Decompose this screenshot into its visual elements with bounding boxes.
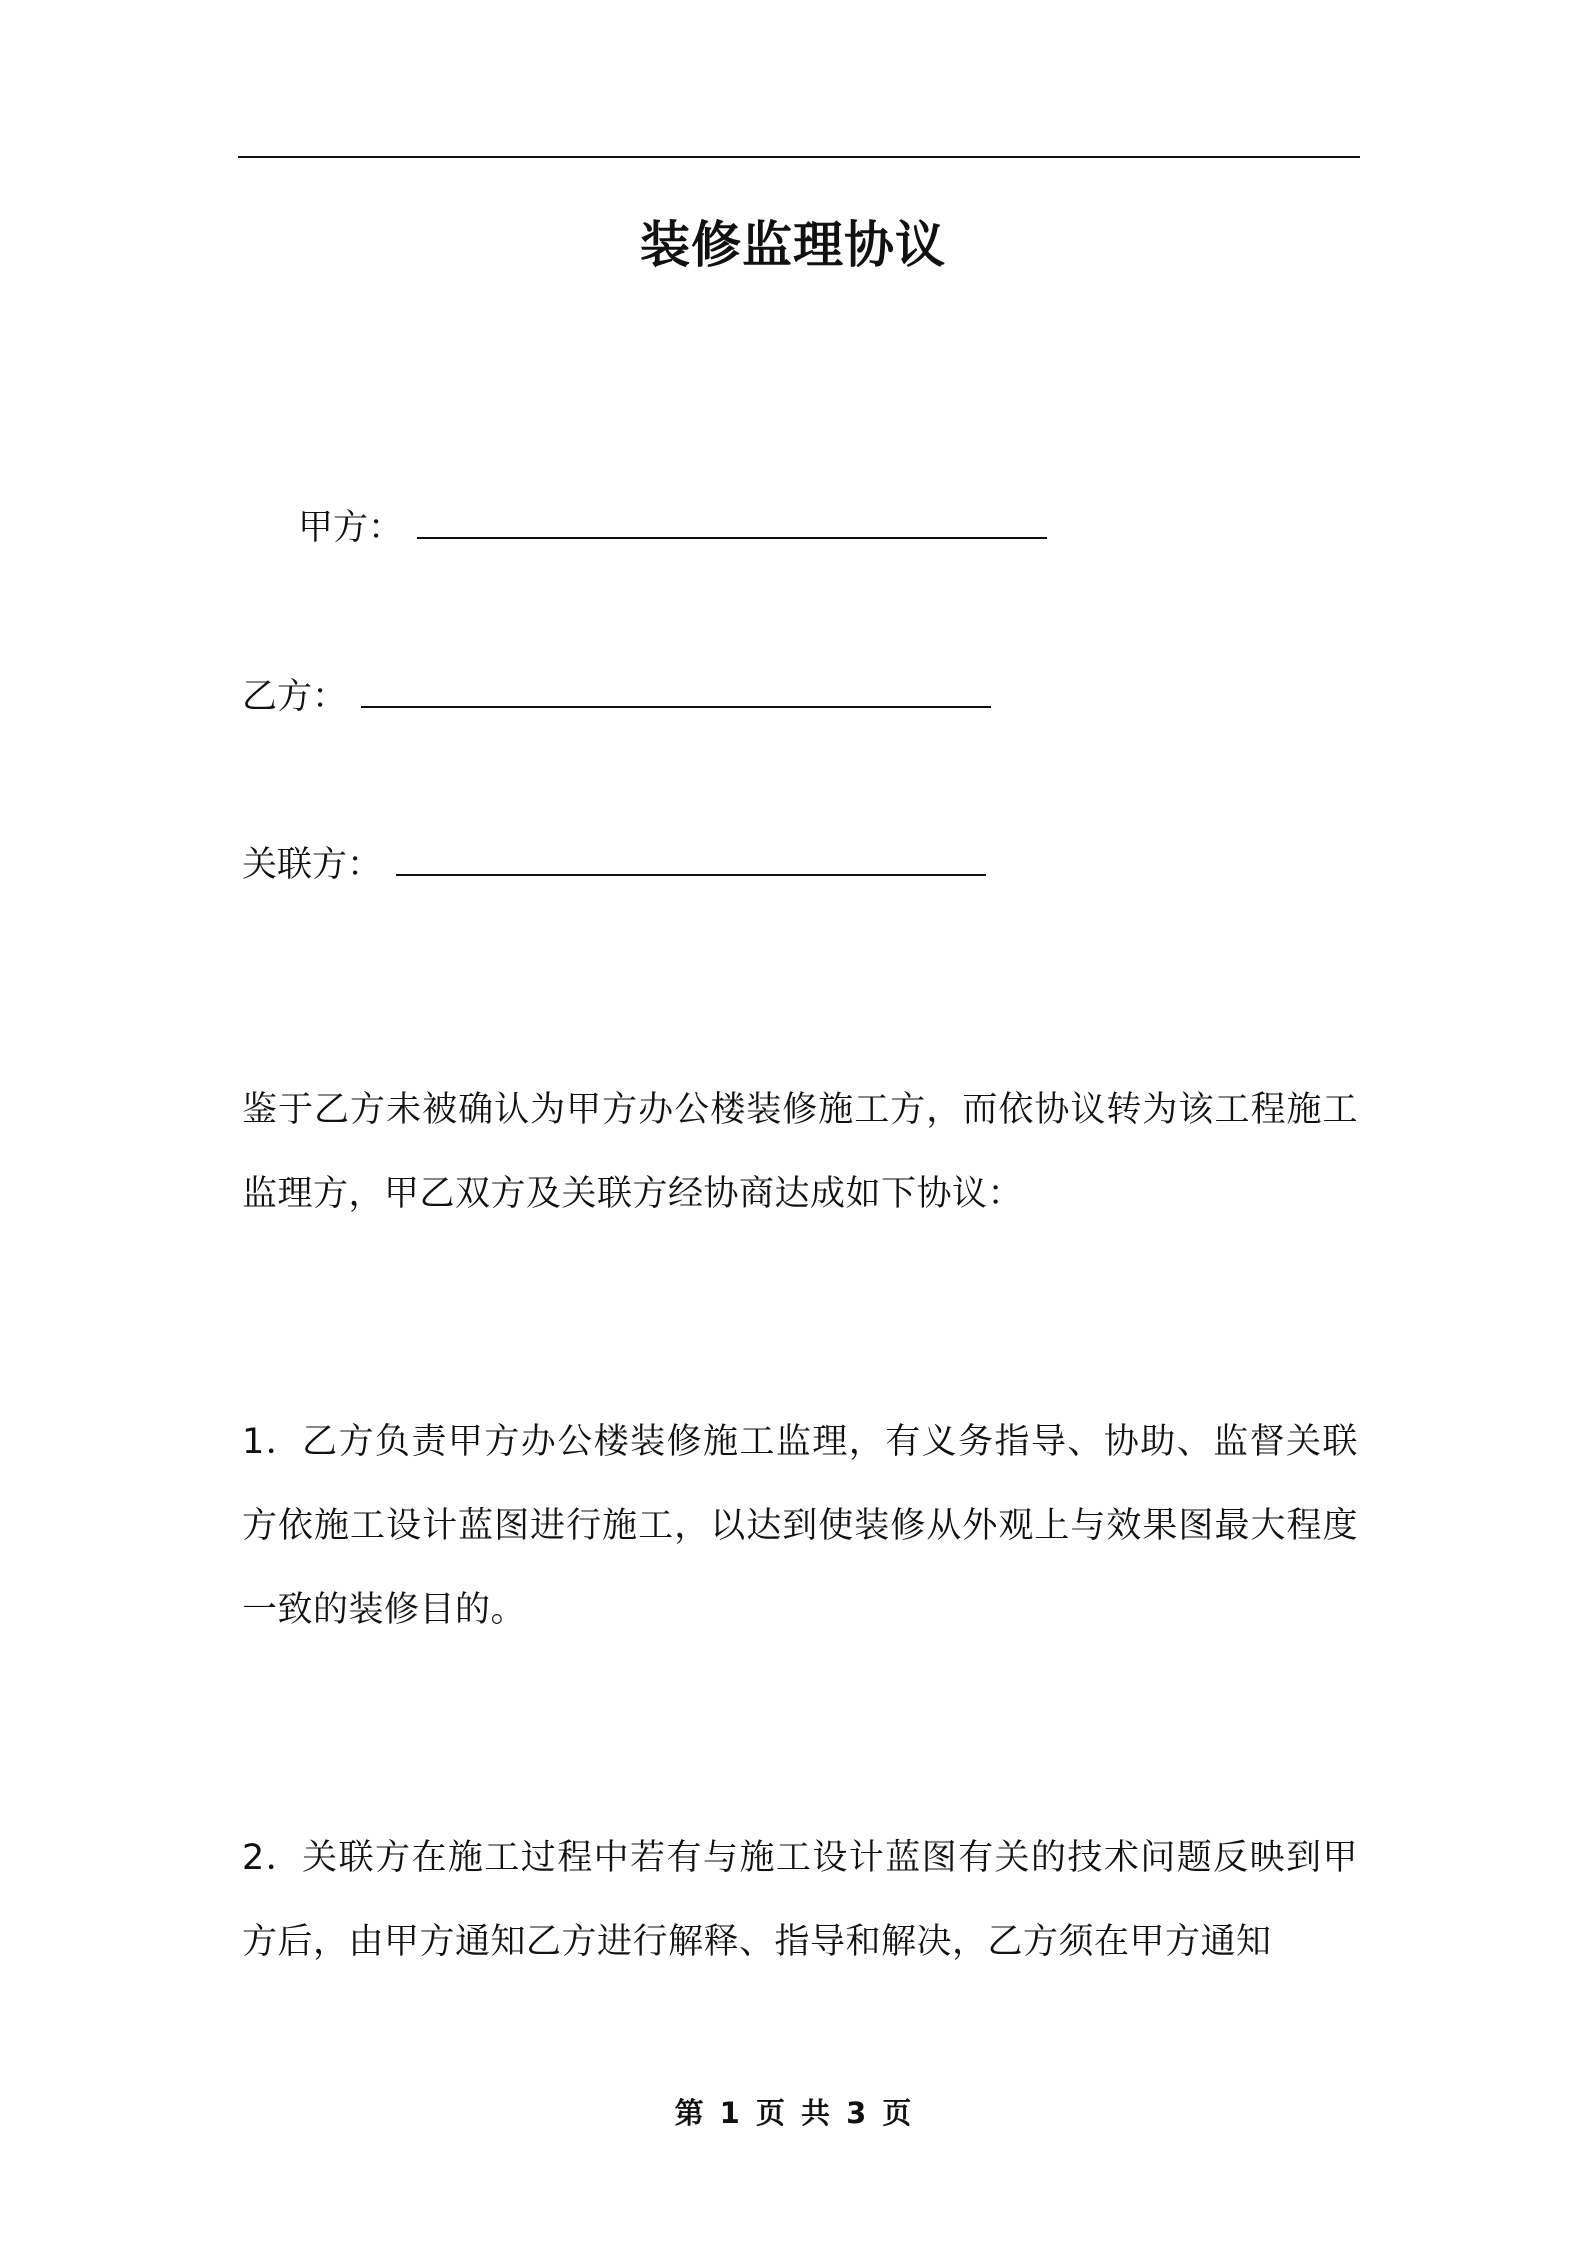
party-a-line (298, 503, 1047, 553)
related-party-label: 关联方： (242, 845, 383, 885)
party-b-blank (361, 672, 991, 708)
page-number-footer: 第 1 页 共 3 页 (674, 2096, 912, 2130)
party-a-blank (417, 503, 1047, 539)
clause-2-paragraph: 2．关联方在施工过程中若有与施工设计蓝图有关的技术问题反映到甲方后，由甲方通知乙方进行解释、指导和解决，乙方须在甲方通知 (242, 1838, 1358, 1962)
header-rule (238, 156, 1360, 158)
document-title: 装修监理协议 (640, 216, 946, 274)
related-party-blank (396, 840, 986, 876)
party-b-line (242, 672, 991, 722)
party-b-label: 乙方： (242, 677, 348, 717)
party-a-label: 甲方： (298, 508, 404, 548)
preamble-paragraph: 鉴于乙方未被确认为甲方办公楼装修施工方，而依协议转为该工程施工监理方，甲乙双方及关联方经协商达成如下协议： (242, 1090, 1358, 1214)
related-party-line (242, 840, 986, 890)
clause-1-paragraph: 1．乙方负责甲方办公楼装修施工监理，有义务指导、协助、监督关联方依施工设计蓝图进行施工，以达到使装修从外观上与效果图最大程度一致的装修目的。 (242, 1422, 1358, 1630)
